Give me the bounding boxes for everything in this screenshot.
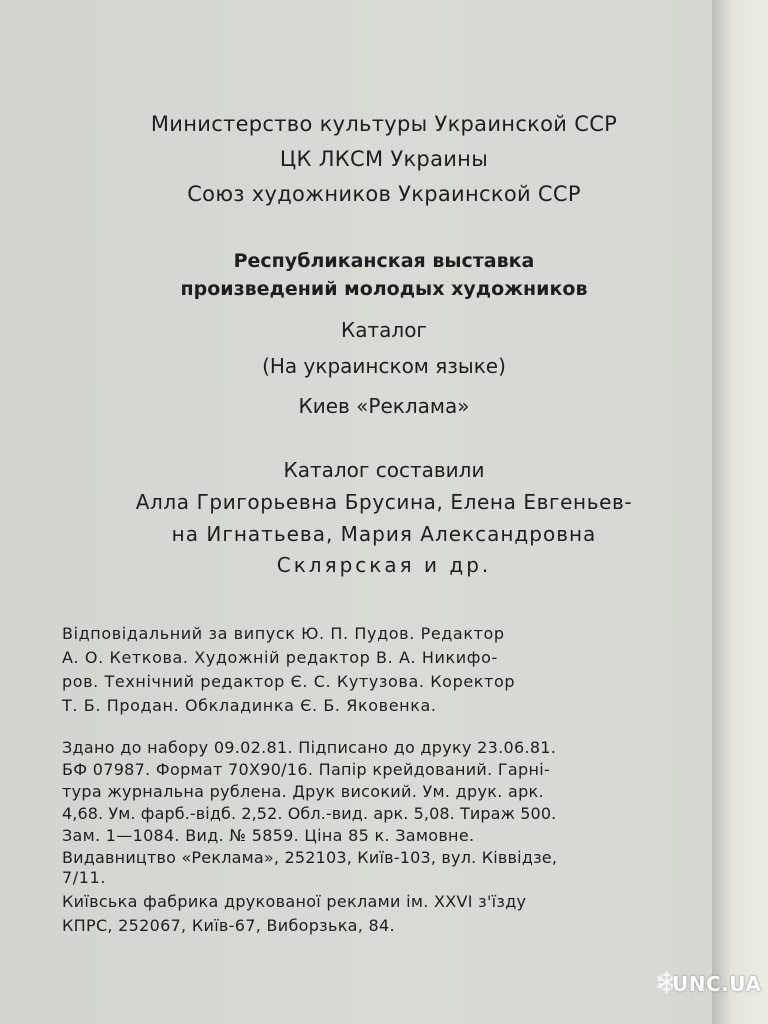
- credits-line-1: Відповідальний за випуск Ю. П. Пудов. Редактор: [62, 624, 505, 643]
- credits-line-4: Т. Б. Продан. Обкладинка Є. Б. Яковенка.: [62, 696, 437, 715]
- compilers-heading: Каталог составили: [283, 458, 485, 482]
- imprint-line-9: КПРС, 252067, Київ-67, Виборзька, 84.: [62, 916, 395, 935]
- imprint-line-2: БФ 07987. Формат 70Х90/16. Папір крейдований. Гарні-: [62, 760, 551, 779]
- imprint-line-7: 7/11.: [62, 868, 107, 887]
- imprint-line-5: Зам. 1—1084. Вид. № 5859. Ціна 85 к. Замовне.: [62, 826, 475, 845]
- compilers-line-1: Алла Григорьевна Брусина, Елена Евгеньев-: [135, 490, 633, 514]
- title-line-2: произведений молодых художников: [180, 278, 588, 300]
- imprint-line-3: тура журнальна рублена. Друк високий. Ум. друк. арк.: [62, 782, 544, 801]
- snowflake-icon: ❄: [654, 966, 680, 1001]
- imprint-line-6: Видавництво «Реклама», 252103, Київ-103, вул. Ківвідзе,: [62, 848, 558, 867]
- imprint-line-1: Здано до набору 09.02.81. Підписано до друку 23.06.81.: [62, 738, 557, 757]
- compilers-line-2: на Игнатьева, Мария Александровна: [171, 522, 597, 546]
- compilers-line-3: Склярская и др.: [276, 553, 492, 577]
- subtitle: Каталог: [341, 318, 427, 342]
- header-line-1: Министерство культуры Украинской ССР: [150, 112, 618, 136]
- credits-line-2: А. О. Кеткова. Художній редактор В. А. Никифо-: [62, 648, 498, 667]
- language-note: (На украинском языке): [262, 354, 506, 378]
- title-line-1: Республиканская выставка: [233, 250, 535, 272]
- imprint-line-8: Київська фабрика друкованої реклами ім. XXVI з'їзду: [62, 892, 527, 911]
- header-line-3: Союз художников Украинской ССР: [187, 182, 581, 206]
- imprint-line-4: 4,68. Ум. фарб.-відб. 2,52. Обл.-вид. арк. 5,08. Тираж 500.: [62, 804, 557, 823]
- publisher-line: Киев «Реклама»: [298, 394, 470, 418]
- credits-line-3: ров. Технічний редактор Є. С. Кутузова. Коректор: [62, 672, 516, 691]
- watermark: UNC.UA: [672, 972, 762, 996]
- header-line-2: ЦК ЛКСМ Украины: [279, 147, 489, 171]
